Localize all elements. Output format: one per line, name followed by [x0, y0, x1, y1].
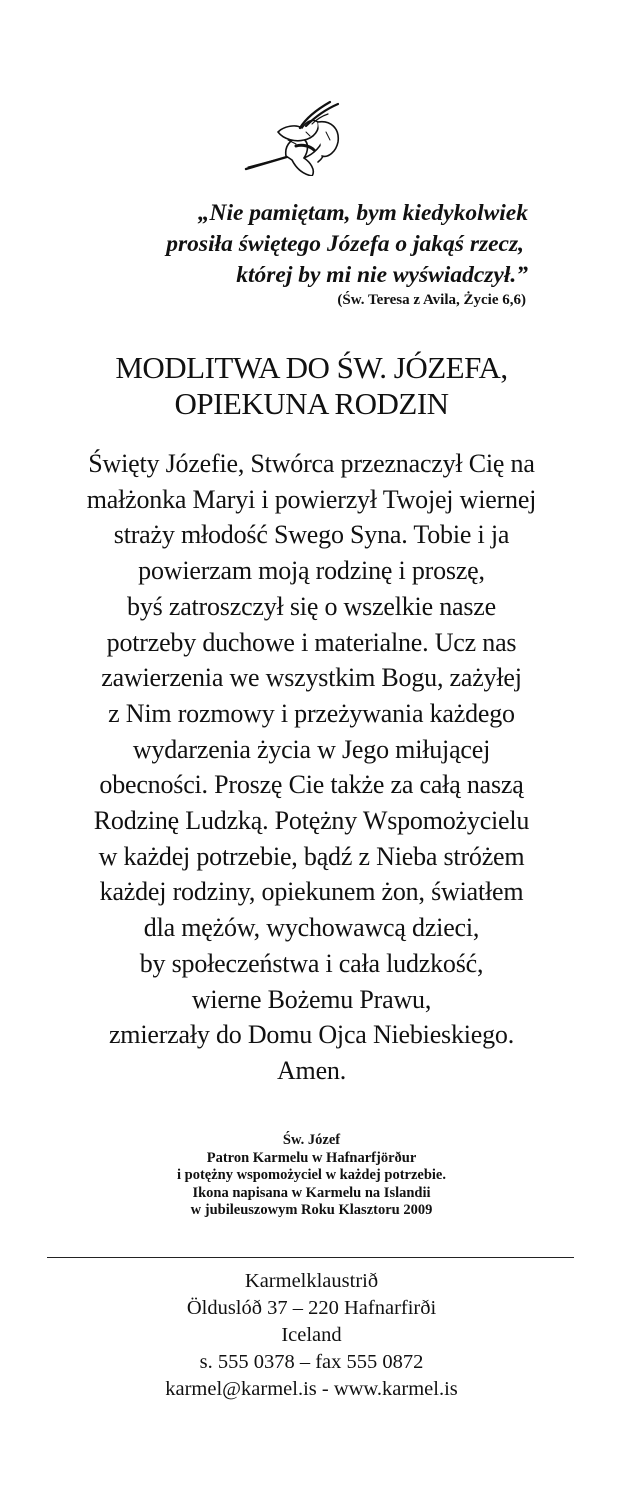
prayer-line: zmierzały do Domu Ojca Niebieskiego.	[108, 1020, 515, 1050]
country: Iceland	[281, 1324, 342, 1346]
prayer-line: zawierzenia we wszystkim Bogu, zażyłej	[101, 663, 522, 693]
quote-line: której by mi nie wyświadczył.”	[236, 262, 528, 288]
prayer-line: straży młodość Swego Syna. Tobie i ja	[113, 520, 510, 550]
prayer-line: Święty Józefie, Stwórca przeznaczył Cię na	[88, 449, 535, 478]
quote-line: „Nie pamiętam, bym kiedykolwiek	[197, 200, 528, 226]
divider	[47, 1257, 574, 1258]
page-title	[0, 350, 623, 422]
icon-caption	[0, 1132, 623, 1220]
prayer-line: dla mężów, wychowawcą dzieci,	[143, 913, 480, 943]
prayer-line: każdej rodziny, opiekunem żon, światłem	[99, 877, 524, 907]
caption-line: Ikona napisana w Karmelu na Islandii	[192, 1184, 431, 1201]
prayer-line: potrzeby duchowe i materialne. Ucz nas	[106, 627, 517, 657]
prayer-line: wierne Bożemu Prawu,	[191, 984, 432, 1014]
prayer-line: wydarzenia życia w Jego miłującej	[132, 734, 491, 764]
prayer-text	[0, 446, 623, 1089]
prayer-line: by społeczeństwa i cała ludzkość,	[139, 948, 484, 978]
contact-links	[0, 1376, 623, 1403]
caption-line: Patron Karmelu w Hafnarfjörður	[206, 1149, 417, 1166]
separator: -	[316, 1378, 334, 1400]
phone-fax: s. 555 0378 – fax 555 0872	[199, 1351, 424, 1373]
prayer-line: Rodzinę Ludzką. Potężny Wspomożycielu	[93, 806, 530, 836]
prayer-line: obecności. Proszę Cie także za całą naszą	[99, 770, 524, 800]
contact-address	[0, 1268, 623, 1403]
organization-name: Karmelklaustrið	[244, 1270, 379, 1292]
title-line: MODLITWA DO ŚW. JÓZEFA,	[115, 350, 508, 385]
lily-flower-icon	[240, 96, 360, 176]
caption-line: i potężny wspomożyciel w każdej potrzebie.	[176, 1167, 446, 1183]
title-line: OPIEKUNA RODZIN	[174, 386, 449, 421]
quote-source: (Św. Teresa z Avila, Życie 6,6)	[337, 292, 526, 308]
website-link[interactable]: www.karmel.is	[333, 1378, 458, 1400]
saint-quote	[90, 198, 528, 291]
quote-line: prosiła świętego Józefa o jakąś rzecz,	[166, 231, 524, 257]
prayer-line: byś zatroszczył się o wszelkie nasze	[127, 591, 496, 621]
caption-line: w jubileuszowym Roku Klasztoru 2009	[190, 1202, 433, 1218]
prayer-line: w każdej potrzebie, bądź z Nieba stróżem	[98, 841, 525, 871]
prayer-line: małżonka Maryi i powierzył Twojej wiernej	[86, 484, 537, 514]
prayer-line: z Nim rozmowy i przeżywania każdego	[108, 698, 515, 728]
email-link[interactable]: karmel@karmel.is	[165, 1378, 317, 1400]
prayer-line: powierzam moją rodzinę i proszę,	[138, 556, 485, 586]
street-address: Ölduslóð 37 – 220 Hafnarfirði	[186, 1297, 437, 1319]
caption-line: Św. Józef	[282, 1132, 341, 1148]
prayer-line: Amen.	[276, 1055, 347, 1085]
